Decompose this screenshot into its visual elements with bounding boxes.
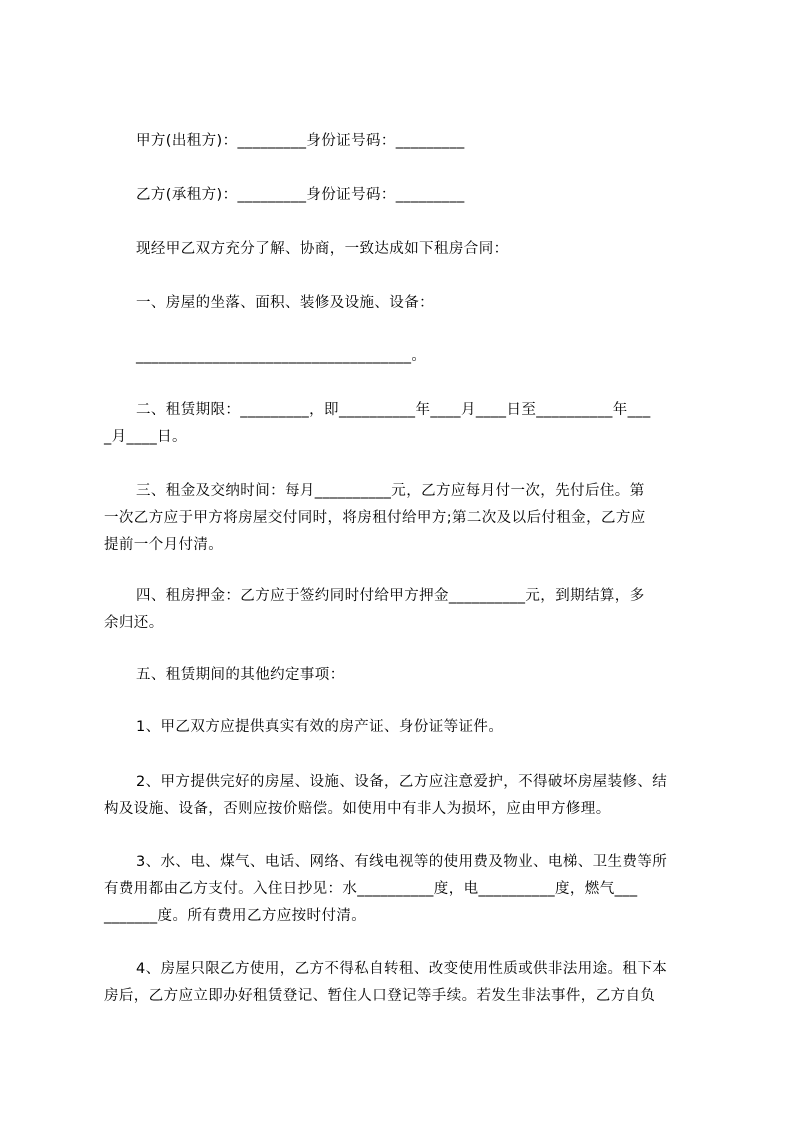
clause-1-blank: ____________________________________。 [136, 348, 427, 364]
item-4-line-1: 4、房屋只限乙方使用，乙方不得私自转租、改变使用性质或供非法用途。租下本 [136, 961, 668, 977]
clause-4-line-2: 余归还。 [104, 615, 164, 631]
clause-1-title: 一、房屋的坐落、面积、装修及设施、设备： [136, 295, 434, 311]
clause-5-title: 五、租赁期间的其他约定事项： [136, 667, 345, 683]
item-3-line-1: 3、水、电、煤气、电话、网络、有线电视等的使用费及物业、电梯、卫生费等所 [136, 854, 668, 870]
party-b-line: 乙方(承租方)：_________身份证号码：_________ [136, 187, 465, 203]
item-1-line: 1、甲乙双方应提供真实有效的房产证、身份证等证件。 [136, 719, 504, 735]
party-a-line: 甲方(出租方)：_________身份证号码：_________ [136, 133, 465, 149]
item-3-line-2: 有费用都由乙方支付。入住日抄见：水__________度，电__________度，燃气___ [104, 881, 638, 897]
intro-line: 现经甲乙双方充分了解、协商，一致达成如下租房合同： [136, 241, 509, 257]
clause-2-line-2: _月____日。 [104, 429, 187, 445]
clause-3-line-2: 一次乙方应于甲方将房屋交付同时，将房租付给甲方;第二次及以后付租金，乙方应 [104, 510, 646, 526]
item-3-line-3: _______度。所有费用乙方应按时付清。 [104, 908, 367, 924]
clause-3-line-1: 三、租金及交纳时间：每月__________元，乙方应每月付一次，先付后住。第 [136, 483, 645, 499]
item-2-line-1: 2、甲方提供完好的房屋、设施、设备，乙方应注意爱护，不得破坏房屋装修、结 [136, 774, 668, 790]
clause-4-line-1: 四、租房押金：乙方应于签约同时付给甲方押金__________元，到期结算，多 [136, 588, 645, 604]
clause-3-line-3: 提前一个月付清。 [104, 537, 224, 553]
item-2-line-2: 构及设施、设备，否则应按价赔偿。如使用中有非人为损坏，应由甲方修理。 [104, 801, 611, 817]
clause-2-line-1: 二、租赁期限：_________，即__________年____月____日至__________年___ [136, 402, 651, 418]
item-4-line-2: 房后，乙方应立即办好租赁登记、暂住人口登记等手续。若发生非法事件，乙方自负 [104, 988, 656, 1004]
